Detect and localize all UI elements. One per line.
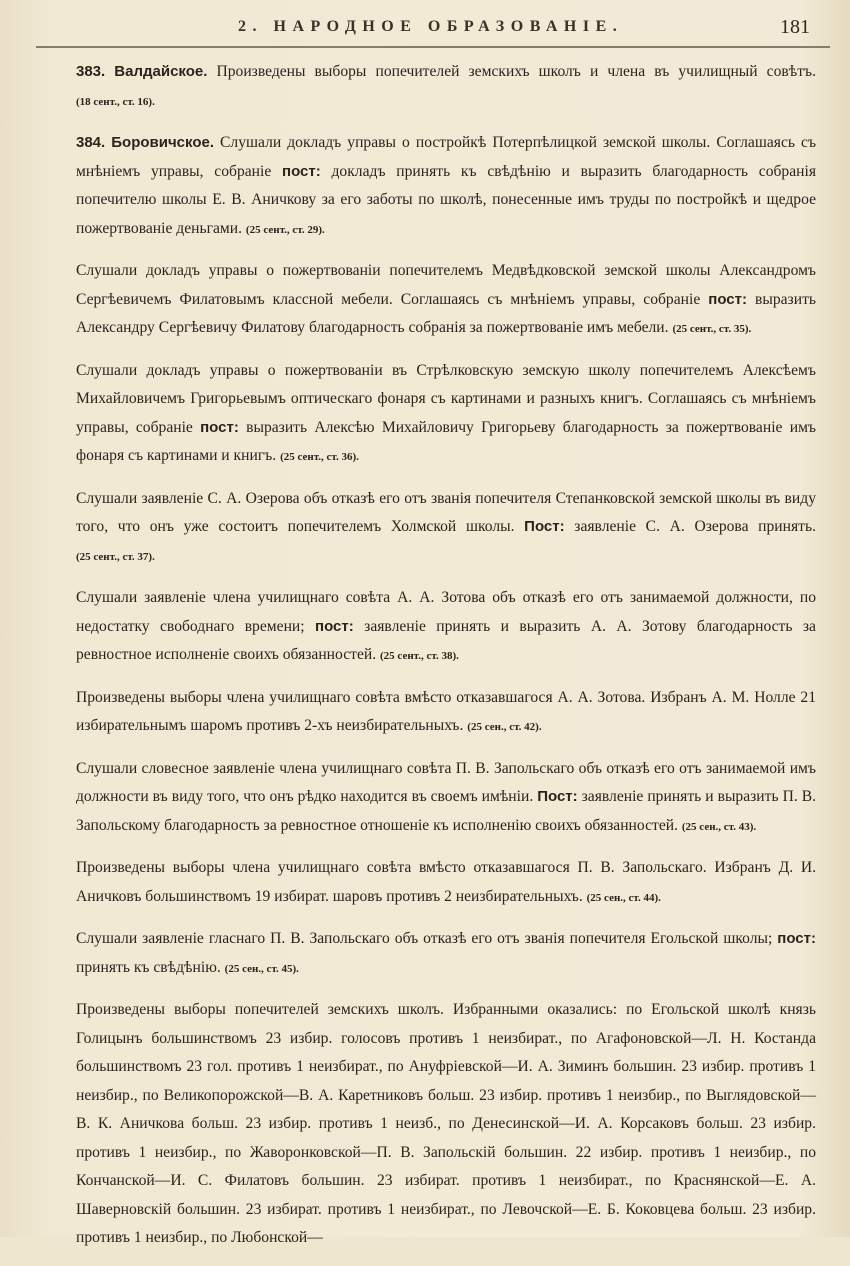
source-reference: (25 сен., ст. 44). — [586, 891, 661, 904]
source-reference: (25 сент., ст. 36). — [280, 451, 359, 463]
paragraph-text: выразить Александру Сергѣевичу Филатову благодарность собранія за пожертвованіе имъ мебели. — [76, 290, 816, 336]
paragraph-text: заявленіе принять и выразить А. А. Зотову благодарность за ревностное исполненіе своихъ обязанностей. — [76, 617, 816, 663]
district-name: Валдайское. — [114, 63, 208, 80]
page-body — [76, 58, 816, 1266]
resolution-label: пост: — [315, 617, 354, 635]
item-number: 384. — [76, 134, 106, 151]
source-reference: (25 сент., ст. 38). — [380, 650, 459, 662]
paragraph — [76, 257, 816, 344]
paragraph — [76, 684, 816, 742]
resolution-label: пост: — [708, 290, 747, 308]
paragraph-text: докладъ принять къ свѣдѣнію и выразить благодарность собранія попечителю школы Е. В. Аничкову за его заботы по школѣ, понесенные имъ труды по постройкѣ и щедрое пожертвованіе деньгами. — [76, 162, 816, 237]
paragraph-383 — [76, 58, 816, 116]
paragraph-text: заявленіе С. А. Озерова принять. — [564, 518, 816, 535]
paragraph-text: Слушали докладъ управы о пожертвованіи попечителемъ Медвѣдковской земской школы Александромъ Сергѣевичемъ Филатовымъ классной мебели. Соглашаясь съ мнѣніемъ управы, собраніе — [76, 262, 816, 308]
resolution-label: Пост: — [524, 518, 565, 535]
resolution-label: пост: — [282, 162, 321, 180]
source-reference: (25 сен., ст. 45). — [224, 962, 299, 975]
paragraph-text: принять къ свѣдѣнію. — [76, 958, 225, 976]
running-head — [78, 14, 810, 46]
paragraph — [76, 925, 816, 983]
paragraph-384 — [76, 129, 816, 244]
paragraph — [76, 584, 816, 671]
paragraph-text: Произведены выборы члена училищнаго совѣта вмѣсто отказавшагося П. В. Запольскаго. Избранъ Д. И. Аничковъ большинствомъ 19 избират. шаровъ противъ 2 неизбирательныхъ. — [76, 859, 816, 905]
source-reference: (25 сент., ст. 35). — [672, 323, 752, 335]
paragraph — [76, 755, 816, 842]
paragraph-text: Слушали заявленіе гласнаго П. В. Запольскаго объ отказѣ его отъ званія попечителя Егольской школы; — [76, 930, 778, 947]
resolution-label: Пост: — [537, 788, 578, 805]
paragraph-text: выразить Алексѣю Михайловичу Григорьеву благодарность за пожертвованіе имъ фонаря съ картинами и книгъ. — [76, 418, 816, 464]
paragraph-text: Произведены выборы попечителей земскихъ школъ и члена въ училищный совѣтъ. — [207, 63, 817, 80]
section-title: 2. НАРОДНОЕ ОБРАЗОВАНІЕ. — [238, 18, 624, 35]
source-reference: (25 сент., ст. 37). — [76, 550, 155, 563]
paragraph — [76, 357, 816, 472]
paragraph — [76, 996, 816, 1253]
paragraph — [76, 854, 816, 912]
paragraph-text: Слушали докладъ управы о постройкѣ Потерпѣлицкой земской школы. Соглашаясь съ мнѣніемъ управы, собраніе — [76, 134, 817, 180]
header-rule — [36, 46, 830, 48]
paragraph-text: Слушали заявленіе С. А. Озерова объ отказѣ его отъ званія попечителя Степанковской земской школы въ виду того, что онъ уже состоитъ попечителемъ Холмской школы. — [76, 489, 816, 535]
district-name: Боровичское. — [111, 134, 214, 151]
paragraph-text: Слушали заявленіе члена училищнаго совѣта А. А. Зотова объ отказѣ его отъ занимаемой должности, по недостатку свободнаго времени; — [76, 589, 816, 635]
page-number: 181 — [780, 16, 810, 38]
paragraph — [76, 485, 816, 572]
item-number: 383. — [76, 63, 106, 80]
paragraph-text: заявленіе принять и выразить П. В. Запольскому благодарность за ревностное отношеніе къ исполненію своихъ обязанностей. — [76, 788, 817, 834]
paragraph-text: Произведены выборы попечителей земскихъ школъ. Избранными оказались: по Егольской школѣ князь Голицынъ большинствомъ 23 избир. голосовъ противъ 1 неизбират., по Агафоновской—Л. Н. Костанда большинствомъ 23 гол. противъ 1 неизбират., по Ануфріевской—И. А. Зиминъ большин. 23 избир. противъ 1 неизбир., по Великопорожской—В. А. Каретниковъ больш. 23 избир. противъ 1 неизбир., по Выглядовской—В. К. Аничкова больш. 23 избир. противъ 1 неизб., по Денесинской—И. А. Корсаковъ больш. 23 избир. противъ 1 неизбир., по Жаворонковской—П. В. Запольскій большин. 22 избир. противъ 1 неизбир., по Кончанской—И. С. Филатовъ большин. 23 избират. противъ 1 неизбират., по Краснянской—Е. А. Шаверновскій большин. 23 избират. противъ 1 неизбират., по Левочской—Е. Б. Коковцева больш. 23 избир. противъ 1 неизбир., по Любонской— — [76, 1001, 816, 1246]
paragraph-text: Слушали словесное заявленіе члена училищнаго совѣта П. В. Запольскаго объ отказѣ его отъ занимаемой имъ должности въ виду того, что онъ рѣдко находится въ своемъ имѣніи. — [76, 759, 816, 805]
source-reference: (25 сен., ст. 42). — [467, 721, 542, 733]
source-reference: (25 сен., ст. 43). — [681, 820, 757, 833]
source-reference: (25 сент., ст. 29). — [245, 223, 325, 236]
resolution-label: пост: — [777, 930, 816, 947]
source-reference: (18 сент., ст. 16). — [76, 95, 155, 108]
paragraph-text: Произведены выборы члена училищнаго совѣта вмѣсто отказавшагося А. А. Зотова. Избранъ А. М. Нолле 21 избирательнымъ шаромъ противъ 2-хъ неизбирательныхъ. — [76, 688, 816, 734]
resolution-label: пост: — [200, 418, 239, 436]
paragraph-text: Слушали докладъ управы о пожертвованіи въ Стрѣлковскую земскую школу попечителемъ Алексѣемъ Михайловичемъ Григорьевымъ оптическаго фонаря съ картинами и разныхъ книгъ. Соглашаясь съ мнѣніемъ управы, собраніе — [76, 361, 816, 436]
